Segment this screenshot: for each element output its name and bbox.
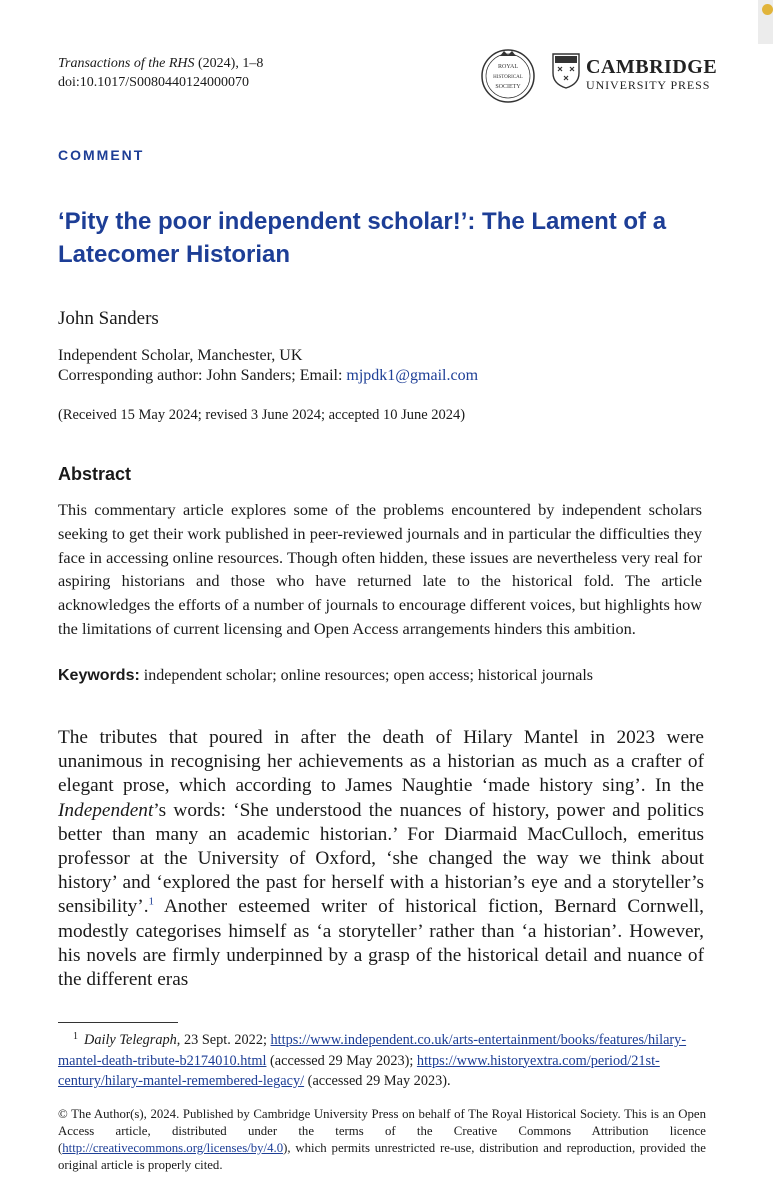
abstract-heading: Abstract [58, 464, 132, 484]
footnote-date: , 23 Sept. 2022; [176, 1032, 271, 1048]
affiliation-block [58, 346, 478, 386]
footnote [58, 1030, 706, 1092]
seal-text-mid: HISTORICAL [493, 75, 523, 80]
article-title: ‘Pity the poor independent scholar!’: The Lament of a Latecomer Historian [58, 208, 667, 268]
footnote-link-1[interactable]: https://www.independent.co.uk/arts-entertainment/books/features/hilary-mantel-death-tribute-b2174010.html [58, 1032, 687, 1069]
footnote-source: Daily Telegraph [84, 1032, 177, 1048]
journal-name: Transactions of the RHS [58, 56, 195, 71]
footnote-number: 1 [73, 1031, 78, 1042]
section-label: COMMENT [58, 147, 145, 163]
license-text-a: © The Author(s), 2024. Published by Cambridge University Press on behalf of The Royal Historical Society. This is an Open Access article, distributed under the terms of the Creative Commons Attribution licence ( [58, 1107, 706, 1155]
license-text-b: ), which permits unrestricted re-use, distribution and reproduction, provided the original article is properly cited. [58, 1141, 706, 1172]
footnote-divider [58, 1022, 178, 1023]
publisher-name: CAMBRIDGE [586, 56, 718, 78]
keywords-list: independent scholar; online resources; open access; historical journals [139, 667, 593, 684]
footnote-accessed-2: (accessed 29 May 2023). [304, 1073, 451, 1089]
body-text-b: ’s words: ‘She understood the nuances of history, power and politics better than many an academic historian.’ For Diarmaid MacCulloch, emeritus professor at the University of Oxford, ‘she changed the way we think about history’ and ‘explored the past for herself with a historian’s eye and a storyteller’s sensibility’. [58, 799, 704, 918]
body-text-c: Another esteemed writer of historical fiction, Bernard Cornwell, modestly categorises himself as ‘a storyteller’ rather than ‘a historian’. However, his novels are firmly underpinned by a grasp of the historical detail and nuance of the different eras [58, 896, 704, 991]
journal-meta: (2024), 1–8 [194, 56, 264, 71]
corresponding-prefix: Corresponding author: John Sanders; Email: [58, 367, 347, 384]
body-text-a: The tributes that poured in after the death of Hilary Mantel in 2023 were unanimous in recognising her achievements as a historian as much as a crafter of elegant prose, which according to James Naughtie ‘made history sing’. In the [58, 727, 704, 797]
received-dates: (Received 15 May 2024; revised 3 June 2024; accepted 10 June 2024) [58, 407, 466, 423]
license-link[interactable]: http://creativecommons.org/licenses/by/4.0 [62, 1141, 284, 1155]
email-link[interactable]: mjpdk1@gmail.com [346, 367, 479, 384]
footnote-link-2[interactable]: https://www.historyextra.com/period/21st-century/hilary-mantel-remembered-legacy/ [58, 1052, 660, 1089]
cambridge-shield-icon [552, 53, 580, 89]
keywords [58, 667, 593, 685]
journal-citation [58, 54, 263, 92]
body-paragraph [58, 726, 704, 992]
royal-historical-society-seal-icon [480, 48, 536, 104]
seal-text-top: ROYAL [497, 64, 519, 70]
publisher-subtitle: UNIVERSITY PRESS [586, 78, 711, 92]
license-notice [58, 1106, 706, 1174]
abstract-text: This commentary article explores some of the problems encountered by independent scholars seeking to get their work published in peer-reviewed journals and in particular the difficulties they face in accessing online resources. Though often hidden, these issues are nevertheless very real for aspiring historians and those who have returned late to the historical fold. The article acknowledges the efforts of a number of journals to encourage different voices, but highlights how the limitations of current licensing and Open Access arrangements hinders this ambition. [58, 500, 702, 638]
seal-text-bot: SOCIETY [495, 84, 521, 90]
footnote-accessed-1: (accessed 29 May 2023); [266, 1052, 417, 1069]
affiliation: Independent Scholar, Manchester, UK [58, 347, 303, 364]
viewer-badge-icon[interactable] [762, 4, 773, 15]
doi: doi:10.1017/S0080440124000070 [58, 75, 249, 90]
footnote-ref[interactable]: 1 [148, 896, 155, 908]
body-italic: Independent [58, 799, 154, 821]
author-name: John Sanders [58, 308, 159, 329]
corresponding-author [58, 366, 478, 386]
keywords-label: Keywords: [58, 667, 140, 684]
